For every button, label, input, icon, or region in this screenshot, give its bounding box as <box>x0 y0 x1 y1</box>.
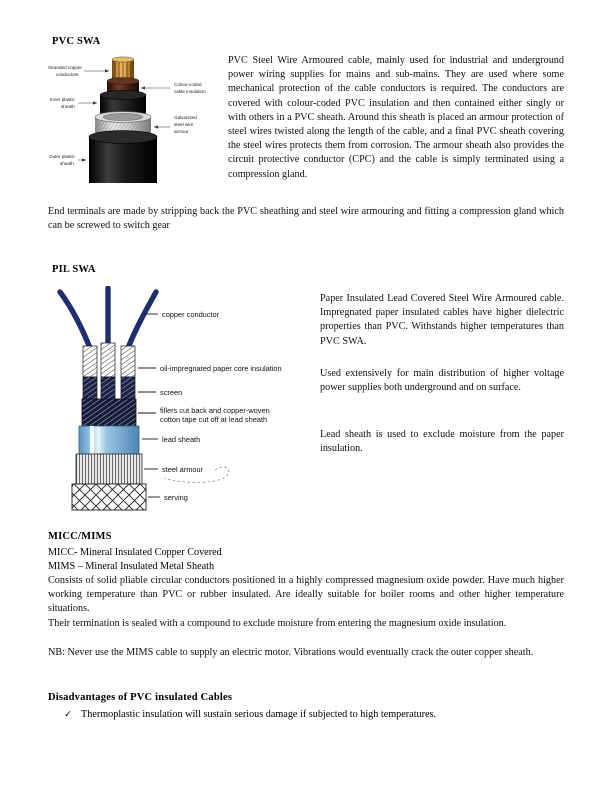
paragraph-pvc-swa-body: PVC Steel Wire Armoured cable, mainly used for industrial and underground power wiring supplies for mains and sub-mains. They are used where some mechanical protection of the cable conductors is required. The conductors are covered with colour-coded PVC insulation and then contained either singly or with others in a PVC sheath. Around this sheath is placed an armour protection of steel wires twisted along the length of the cable, and a final PVC sheath covering the steel wires protects them from corrosion. The armour sheath also provides the circuit protective conductor (CPC) and the cable is simply terminated using a compression gland. <box>228 55 564 180</box>
cable-outer-plastic-sheath <box>89 131 157 183</box>
paragraph-micc-mims-1: Consists of solid pliable circular conductors positioned in a highly compressed magnesium oxide powder. Have much higher working temperature than PVC or rubber insulated. Are ideally suitable for boiler rooms and other higher temperature situations. <box>48 575 564 615</box>
heading-micc-mims: MICC/MIMS <box>48 531 112 542</box>
heading-pvc-swa: PVC SWA <box>52 36 101 47</box>
pil-fillers-cotton-tape <box>82 399 136 426</box>
list-item <box>62 708 562 722</box>
pvc-swa-cable-figure <box>48 55 223 185</box>
pil-steel-armour <box>76 454 142 484</box>
paragraph-pil-swa-1: Paper Insulated Lead Covered Steel Wire Armoured cable. Impregnated paper insulated cables have higher dielectric properties than PVC. Withstands higher temperatures than PVC SWA. <box>320 293 564 347</box>
label-steel-armour: steel armour <box>162 465 204 474</box>
pil-swa-cable-figure <box>52 286 317 511</box>
pil-lead-sheath <box>79 426 139 454</box>
label-colour-coded-line1: Colour-coded <box>174 82 202 87</box>
paragraph-micc-mims-2: Their termination is sealed with a compound to exclude moisture from entering the magnesium oxide insulation. <box>48 618 507 629</box>
label-inner-plastic-line1: Inner plastic <box>50 97 75 102</box>
pil-copper-conductors <box>60 288 156 348</box>
paragraph-pil-swa-2: Used extensively for main distribution of higher voltage power supplies both underground and on surface. <box>320 368 564 394</box>
label-fillers-line1: fillers cut back and copper-woven <box>160 406 270 415</box>
label-paper-core-insulation: oil-impregnated paper core insulation <box>160 364 282 373</box>
line-micc-definition: MICC- Mineral Insulated Copper Covered <box>48 547 222 558</box>
list-item-text: Thermoplastic insulation will sustain serious damage if subjected to high temperatures. <box>81 709 437 720</box>
label-outer-plastic-line2: sheath <box>60 161 74 166</box>
paragraph-micc-mims-3: NB: Never use the MIMS cable to supply an electric motor. Vibrations would eventually crack the outer copper sheath. <box>48 647 534 658</box>
label-stranded-copper-line2: conductors <box>56 72 79 77</box>
label-serving: serving <box>164 493 188 502</box>
pil-paper-core-insulation <box>83 343 135 377</box>
pil-screen <box>83 377 135 401</box>
label-galvanized-line1: Galvanized <box>174 115 197 120</box>
label-inner-plastic-line2: sheath <box>61 104 75 109</box>
heading-disadvantages: Disadvantages of PVC insulated Cables <box>48 692 233 703</box>
label-screen: screen <box>160 388 183 397</box>
label-outer-plastic-line1: Outer plastic <box>49 154 75 159</box>
pil-serving <box>72 484 146 510</box>
label-galvanized-line2: steel wire <box>174 122 194 127</box>
heading-pil-swa: PIL SWA <box>52 264 96 275</box>
label-fillers-line2: cotton tape cut off at lead sheath <box>160 415 268 424</box>
label-lead-sheath: lead sheath <box>162 435 201 444</box>
paragraph-pil-swa-3: Lead sheath is used to exclude moisture from the paper insulation. <box>320 429 564 455</box>
label-colour-coded-line2: cable insulation <box>174 89 206 94</box>
label-galvanized-line3: armour <box>174 129 189 134</box>
label-stranded-copper-line1: Stranded copper <box>48 65 82 70</box>
check-mark-icon: ✓ <box>64 709 72 720</box>
label-copper-conductor: copper conductor <box>162 310 220 319</box>
paragraph-pvc-swa-footnote: End terminals are made by stripping back the PVC sheathing and steel wire armouring and fitting a compression gland which can be screwed to switch gear <box>48 206 564 232</box>
line-mims-definition: MIMS – Mineral Insulated Metal Sheath <box>48 561 215 572</box>
